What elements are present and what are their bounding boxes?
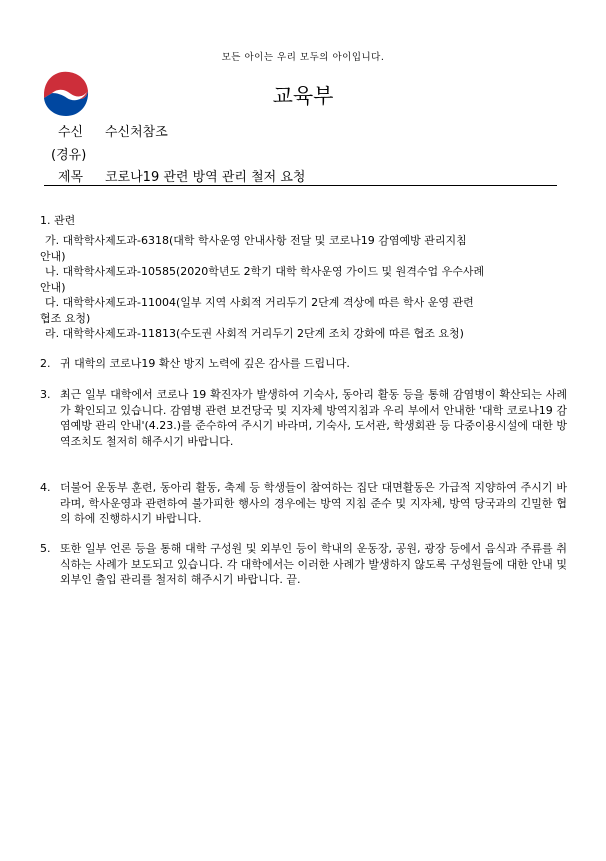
paragraph-4	[40, 480, 567, 527]
paragraph-text: 귀 대학의 코로나19 확산 방지 노력에 깊은 감사를 드립니다.	[60, 357, 350, 370]
via-label: (경유)	[51, 148, 87, 163]
paragraph-number: 4.	[40, 481, 51, 494]
paragraph-number: 3.	[40, 388, 51, 401]
paragraph-number: 2.	[40, 357, 51, 370]
item-text-cont: 안내)	[40, 249, 66, 263]
item-text: 대학학사제도과-6318(대학 학사운영 안내사항 전달 및 코로나19 감염예방 관리지침	[62, 234, 467, 247]
item-text-cont: 협조 요청)	[40, 311, 91, 325]
motto: 모든 아이는 우리 모두의 아이입니다.	[221, 52, 385, 63]
subject-row	[45, 166, 306, 185]
item-marker: 나.	[45, 265, 60, 278]
header-divider	[44, 185, 557, 186]
reference-item	[40, 264, 570, 295]
item-text: 대학학사제도과-11004(일부 지역 사회적 거리두기 2단계 격상에 따른 학사 운영 관련	[62, 296, 474, 309]
subject-value: 코로나19 관련 방역 관리 철저 요청	[105, 170, 306, 185]
reference-item	[40, 295, 570, 326]
paragraph-2	[40, 356, 567, 372]
agency-title: 교육부	[272, 84, 334, 108]
paragraph-number: 5.	[40, 542, 51, 555]
paragraph-3	[40, 387, 567, 449]
item-marker: 가.	[45, 234, 60, 247]
paragraph-text: 더불어 운동부 훈련, 동아리 활동, 축제 등 학생들이 참여하는 집단 대면활동은 가급적 지양하여 주시기 바라며, 학사운영과 관련하여 불가피한 행사의 경우에는 방역 지침 준수 및 지자체, 방역 당국과의 긴밀한 협의 하에 진행하시기 바랍니다.	[60, 481, 567, 525]
reference-item	[40, 326, 570, 342]
recipient-label: 수신	[58, 125, 84, 140]
subject-label: 제목	[58, 170, 84, 185]
item-text: 대학학사제도과-11813(수도권 사회적 거리두기 2단계 조치 강화에 따른 협조 요청)	[62, 327, 464, 340]
paragraph-5	[40, 541, 567, 588]
item-text: 대학학사제도과-10585(2020학년도 2학기 대학 학사운영 가이드 및 원격수업 우수사례	[62, 265, 485, 278]
item-text-cont: 안내)	[40, 280, 66, 294]
paragraph-text: 또한 일부 언론 등을 통해 대학 구성원 및 외부인 등이 학내의 운동장, 공원, 광장 등에서 음식과 주류를 취식하는 사례가 보도되고 있습니다. 각 대학에서는 이러한 사례가 발생하지 않도록 구성원들에 대한 안내 및 외부인 출입 관리를 철저히 해주시기 바랍니다. 끝.	[60, 542, 567, 586]
recipient-row	[45, 121, 168, 140]
item-marker: 라.	[45, 327, 60, 340]
item-marker: 다.	[45, 296, 60, 309]
section-1-title: 1. 관련	[40, 214, 76, 227]
recipient-value: 수신처참조	[105, 125, 168, 140]
paragraph-text: 최근 일부 대학에서 코로나 19 확진자가 발생하여 기숙사, 동아리 활동 등을 통해 감염병이 확산되는 사례가 확인되고 있습니다. 감염병 관련 보건당국 및 지자체 방역지침과 우리 부에서 안내한 '대학 코로나19 감염예방 관리 안내'(4.23.)를 준수하여 주시기 바라며, 기숙사, 도서관, 학생회관 등 다중이용시설에 대한 방역조치도 철저히 해주시기 바랍니다.	[60, 388, 567, 448]
via-row	[45, 144, 86, 163]
reference-item	[40, 233, 570, 264]
